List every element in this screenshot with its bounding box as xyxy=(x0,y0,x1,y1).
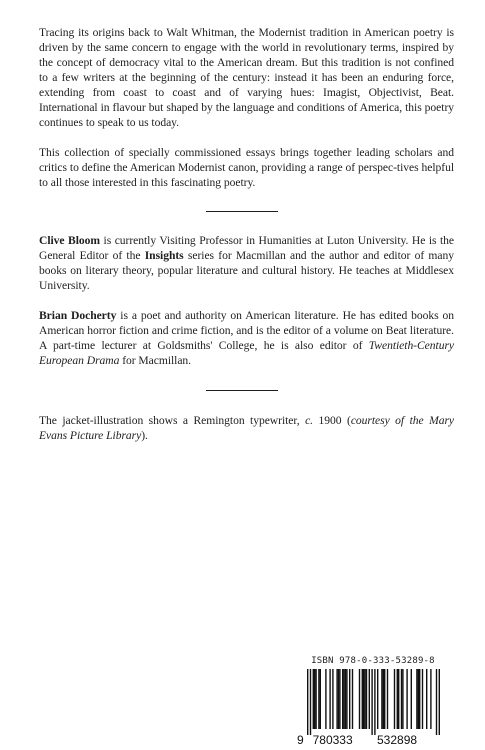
credit-text-b: 1900 ( xyxy=(313,414,351,427)
barcode-bar xyxy=(310,669,311,735)
barcode-bar xyxy=(314,669,315,729)
credit-courtesy: courtesy of the Mary Evans Picture Library xyxy=(39,414,454,442)
barcode-left-digits: 780333 xyxy=(312,733,353,747)
bio-bloom-text-b: series for Macmillan and the author and editor of many books on literary theory, popular literature and cultural history. He teaches at Middlesex University. xyxy=(39,249,454,292)
barcode-bar xyxy=(411,669,412,729)
section-divider-2 xyxy=(206,390,278,391)
barcode-bar xyxy=(394,669,395,729)
barcode-bar xyxy=(359,669,360,729)
barcode-bar xyxy=(346,669,347,729)
isbn-label: ISBN 978-0-333-53289-8 xyxy=(311,656,435,666)
barcode-right-digits: 532898 xyxy=(377,733,418,747)
barcode-bar xyxy=(398,669,399,729)
barcode-bar xyxy=(320,669,321,729)
barcode-bar xyxy=(430,669,431,729)
barcode-bar xyxy=(401,669,402,729)
barcode-lead-digit: 9 xyxy=(297,733,304,747)
credit-text-c: ). xyxy=(141,429,148,442)
barcode-bar xyxy=(345,669,346,729)
barcode-bar xyxy=(342,669,343,729)
barcode-bar xyxy=(362,669,363,729)
barcode-bar xyxy=(416,669,417,729)
isbn-barcode xyxy=(295,656,451,747)
bio-bloom-text-a: is currently Visiting Professor in Humanities at Luton University. He is the General Editor of the xyxy=(39,234,455,262)
barcode-bars xyxy=(295,669,451,747)
author-name-bloom: Clive Bloom xyxy=(39,234,100,247)
intro-paragraph-2: This collection of specially commissioned essays brings together leading scholars and critics to define the American Modernist canon, providing a range of perspec-tives helpful to all those interested in this fascinating poetry. xyxy=(39,146,454,189)
bio-clive-bloom xyxy=(39,233,454,293)
barcode-bar xyxy=(387,669,388,729)
book-title: Twentieth-Century European Drama xyxy=(39,339,454,367)
barcode-bar xyxy=(339,669,340,729)
barcode-bar xyxy=(397,669,398,729)
barcode-bar xyxy=(384,669,385,729)
barcode-bar xyxy=(371,669,372,735)
barcode-bar xyxy=(313,669,314,729)
barcode-bar xyxy=(418,669,419,729)
barcode-bar xyxy=(419,669,420,729)
barcode-bar xyxy=(307,669,308,735)
barcode-bar xyxy=(329,669,330,729)
barcode-bar xyxy=(352,669,353,729)
barcode-bar xyxy=(343,669,344,729)
section-divider xyxy=(206,211,278,212)
barcode-bar xyxy=(315,669,316,729)
barcode-bar xyxy=(338,669,339,729)
bio-docherty-text-b: for Macmillan. xyxy=(119,354,192,367)
barcode-bar xyxy=(436,669,437,735)
barcode-bar xyxy=(349,669,350,729)
barcode-bar xyxy=(402,669,403,729)
barcode-bar xyxy=(406,669,407,729)
series-name: Insights xyxy=(144,249,184,262)
barcode-bar xyxy=(364,669,365,729)
barcode-bar xyxy=(439,669,440,735)
barcode-bar xyxy=(325,669,326,729)
barcode-bar xyxy=(381,669,382,729)
barcode-bar xyxy=(366,669,367,729)
intro-paragraph-1: Tracing its origins back to Walt Whitman, the Modernist tradition in American poetry is driven by the same concern to engage with the world in revolutionary terms, inspired by the concept of democracy vital to the American dream. But this tradition is not confined to a few writers at the beginning of the century: instead it has been an enduring force, extending from coast to coast and of varying hues: Imagist, Objectivist, Beat. International in flavour but shaped by the language and conditions of America, this poetry continues to speak to us today. xyxy=(39,26,454,129)
barcode-bar xyxy=(363,669,364,729)
barcode-bar xyxy=(374,669,375,735)
barcode-bar xyxy=(318,669,319,729)
barcode-bar xyxy=(377,669,378,729)
jacket-credit xyxy=(39,413,454,443)
credit-circa: c. xyxy=(305,414,314,427)
bio-docherty-text-a: is a poet and authority on American literature. He has edited books on American horror fiction and crime fiction, and is the editor of a volume on Beat literature. A part-time lecturer at Goldsmiths' College, he is also editor of xyxy=(39,309,454,352)
author-name-docherty: Brian Docherty xyxy=(39,309,117,322)
credit-text-a: The jacket-illustration shows a Remington typewriter, xyxy=(39,414,306,427)
barcode-bar xyxy=(426,669,427,729)
barcode-bar xyxy=(369,669,370,729)
bio-brian-docherty xyxy=(39,308,454,368)
barcode-bar xyxy=(422,669,423,729)
barcode-bar xyxy=(383,669,384,729)
barcode-bar xyxy=(332,669,333,729)
barcode-bar xyxy=(336,669,337,729)
